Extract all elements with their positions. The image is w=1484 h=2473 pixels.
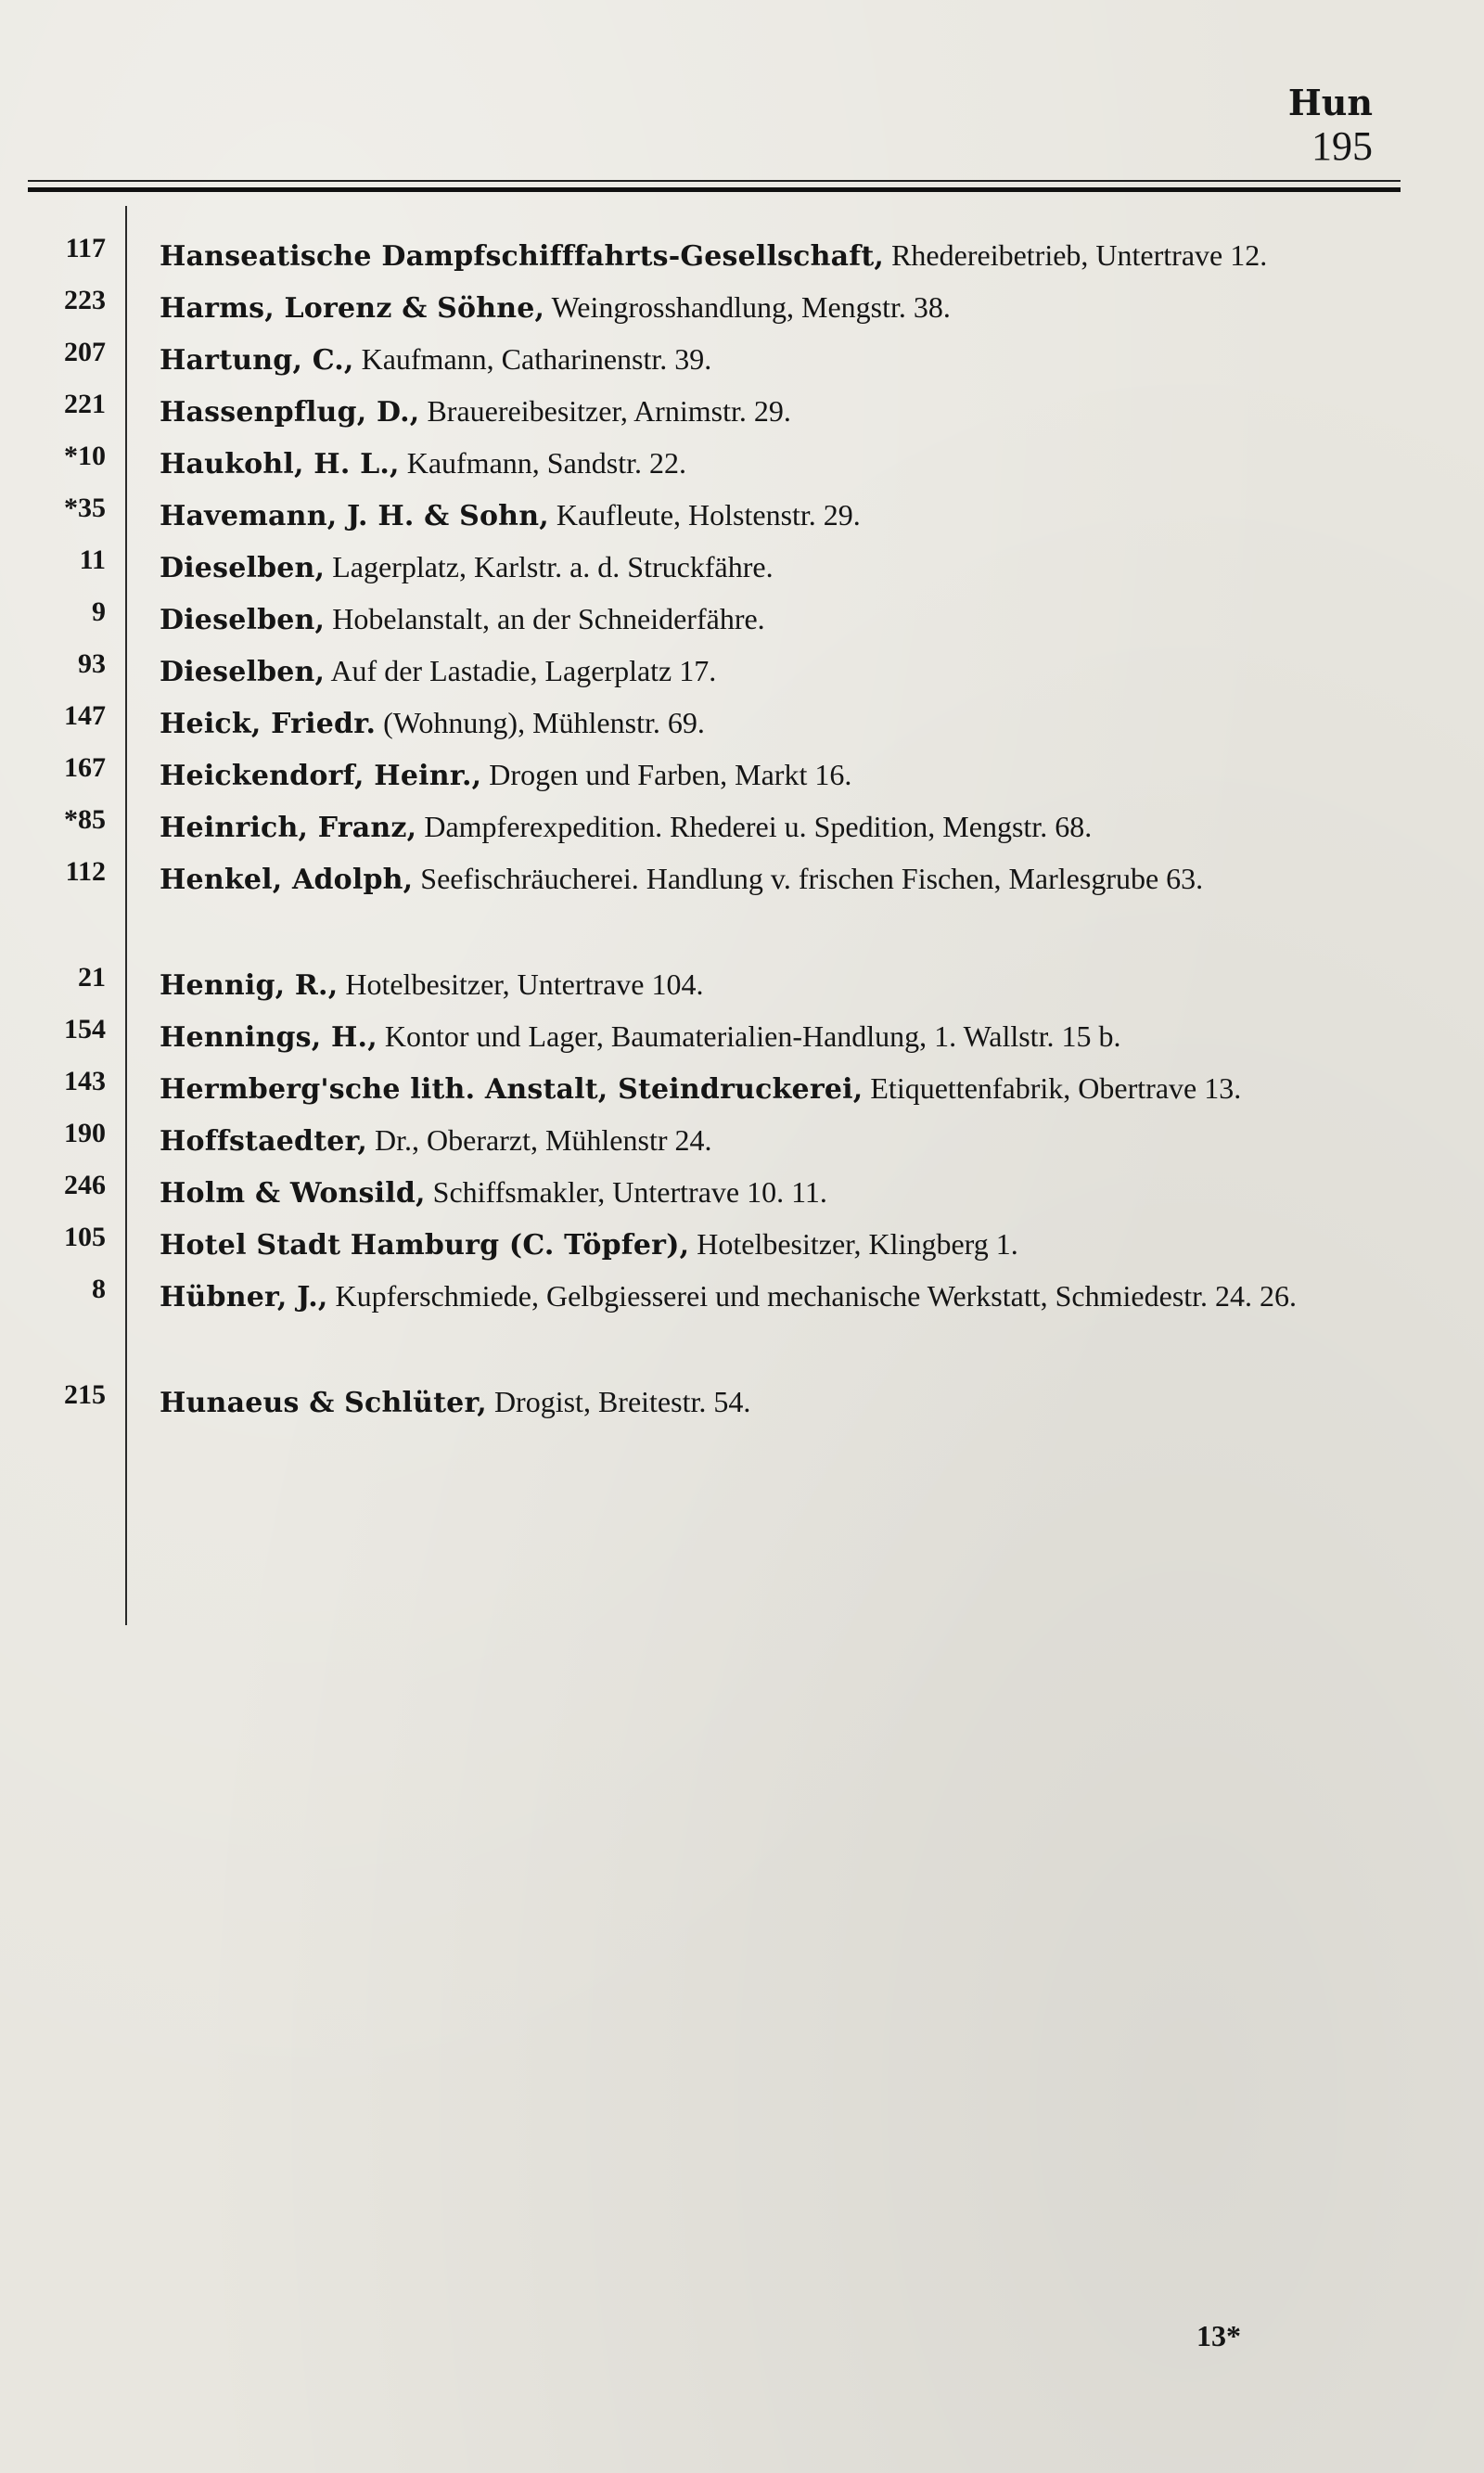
entry-number: 143 — [64, 1066, 106, 1096]
entry-name: Hunaeus & Schlüter, — [160, 1387, 487, 1419]
entry-text — [160, 436, 1419, 492]
list-item — [37, 1165, 1419, 1217]
entry-number: 93 — [78, 648, 106, 679]
entry-text — [160, 748, 1419, 803]
entry-details: Etiquettenfabrik, Obertrave 13. — [863, 1071, 1242, 1105]
entry-name: Hartung, C., — [160, 344, 354, 377]
entry-name: Heickendorf, Heinr., — [160, 760, 482, 792]
entry-details: (Wohnung), Mühlenstr. 69. — [376, 706, 705, 739]
entry-details: Dampferexpedition. Rhederei u. Spedition, Mengstr. 68. — [416, 810, 1093, 843]
entry-name: Harms, Lorenz & Söhne, — [160, 292, 545, 325]
entry-number: 117 — [65, 233, 106, 263]
entry-details: Hotelbesitzer, Klingberg 1. — [689, 1227, 1018, 1261]
entry-number: *85 — [64, 804, 106, 835]
entry-details: Schiffsmakler, Untertrave 10. 11. — [425, 1175, 827, 1209]
entry-text — [160, 332, 1419, 388]
entry-text — [160, 1269, 1419, 1325]
head-word: Hun — [1287, 82, 1373, 123]
entry-name: Haukohl, H. L., — [160, 448, 400, 481]
entry-details: Kaufmann, Catharinenstr. 39. — [353, 342, 712, 376]
entry-text — [160, 540, 1419, 596]
entry-number: 246 — [64, 1170, 106, 1200]
entry-number: 11 — [79, 545, 106, 575]
entry-name: Heick, Friedr. — [160, 708, 377, 740]
list-item — [37, 696, 1419, 748]
entry-number: 9 — [92, 596, 106, 627]
page-number: 195 — [1311, 123, 1373, 169]
entry-details: Lagerplatz, Karlstr. a. d. Struckfähre. — [325, 550, 774, 583]
entry-number: 105 — [64, 1222, 106, 1252]
list-item — [37, 852, 1419, 957]
entry-number: *35 — [64, 493, 106, 523]
entry-number: *10 — [64, 441, 106, 471]
entry-number: 21 — [78, 962, 106, 993]
entry-text — [160, 488, 1419, 544]
entry-name: Hübner, J., — [160, 1281, 328, 1313]
list-item — [37, 1375, 1419, 1427]
list-item — [37, 384, 1419, 436]
list-item — [37, 957, 1419, 1009]
entry-text — [160, 1217, 1419, 1273]
entry-number: 147 — [64, 700, 106, 731]
entry-text — [160, 280, 1419, 336]
entry-number: 190 — [64, 1118, 106, 1148]
list-item — [37, 644, 1419, 696]
entry-name: Henkel, Adolph, — [160, 864, 414, 896]
entry-details: Hobelanstalt, an der Schneiderfähre. — [325, 602, 765, 635]
list-item — [37, 1269, 1419, 1375]
entry-details: Seefischräucherei. Handlung v. frischen Fischen, Marlesgrube 63. — [413, 862, 1204, 895]
list-item — [37, 800, 1419, 852]
list-item — [37, 1113, 1419, 1165]
entry-name: Hermberg'sche lith. Anstalt, Steindruckerei, — [160, 1073, 864, 1106]
entry-number: 112 — [65, 856, 106, 887]
entry-name: Hennig, R., — [160, 969, 339, 1002]
entry-name: Hoffstaedter, — [160, 1125, 368, 1158]
running-head — [1288, 82, 1373, 169]
entry-list — [37, 228, 1419, 1427]
list-item — [37, 1217, 1419, 1269]
entry-details: Drogist, Breitestr. 54. — [486, 1385, 751, 1418]
list-item — [37, 1061, 1419, 1113]
entry-name: Holm & Wonsild, — [160, 1177, 426, 1210]
entry-number: 207 — [64, 337, 106, 367]
entry-text — [160, 957, 1419, 1013]
entry-details: Auf der Lastadie, Lagerplatz 17. — [325, 654, 717, 687]
entry-text — [160, 1375, 1419, 1430]
entry-name: Hanseatische Dampfschifffahrts-Gesellschaft, — [160, 240, 885, 273]
header-rule-thin — [28, 180, 1401, 182]
entry-text — [160, 592, 1419, 647]
entry-details: Kontor und Lager, Baumaterialien-Handlung, 1. Wallstr. 15 b. — [377, 1019, 1121, 1053]
list-item — [37, 540, 1419, 592]
entry-text — [160, 228, 1419, 284]
entry-name: Havemann, J. H. & Sohn, — [160, 500, 549, 532]
entry-number: 167 — [64, 752, 106, 783]
entry-number: 154 — [64, 1014, 106, 1044]
entry-name: Hassenpflug, D., — [160, 396, 420, 429]
list-item — [37, 228, 1419, 280]
entry-text — [160, 1009, 1419, 1065]
entry-details: Drogen und Farben, Markt 16. — [481, 758, 852, 791]
entry-details: Hotelbesitzer, Untertrave 104. — [338, 967, 704, 1001]
entry-name: Dieselben, — [160, 552, 326, 584]
entry-name: Heinrich, Franz, — [160, 812, 417, 844]
entry-name: Dieselben, — [160, 656, 326, 688]
header-rule-thick — [28, 187, 1401, 192]
entry-name: Hotel Stadt Hamburg (C. Töpfer), — [160, 1229, 690, 1262]
entry-number: 223 — [64, 285, 106, 315]
entry-text — [160, 1165, 1419, 1221]
entry-name: Dieselben, — [160, 604, 326, 636]
list-item — [37, 280, 1419, 332]
entry-text — [160, 696, 1419, 751]
entry-details: Kaufleute, Holstenstr. 29. — [548, 498, 861, 532]
entry-number: 215 — [64, 1379, 106, 1410]
entry-details: Weingrosshandlung, Mengstr. 38. — [544, 290, 951, 324]
entry-text — [160, 384, 1419, 440]
signature-mark: 13* — [1196, 2319, 1241, 2352]
entry-details: Kupferschmiede, Gelbgiesserei und mechanische Werkstatt, Schmiedestr. 24. 26. — [327, 1279, 1298, 1313]
list-item — [37, 748, 1419, 800]
entry-text — [160, 800, 1419, 855]
entry-number: 8 — [92, 1274, 106, 1304]
list-item — [37, 592, 1419, 644]
entry-name: Hennings, H., — [160, 1021, 377, 1054]
entry-text — [160, 1113, 1419, 1169]
entry-text — [160, 1061, 1419, 1117]
list-item — [37, 436, 1419, 488]
list-item — [37, 332, 1419, 384]
list-item — [37, 1009, 1419, 1061]
entry-text — [160, 644, 1419, 699]
entry-text — [160, 852, 1419, 907]
entry-details: Kaufmann, Sandstr. 22. — [399, 446, 686, 480]
list-item — [37, 488, 1419, 540]
entry-details: Rhedereibetrieb, Untertrave 12. — [884, 238, 1268, 272]
entry-details: Brauereibesitzer, Arnimstr. 29. — [419, 394, 791, 428]
entry-number: 221 — [64, 389, 106, 419]
entry-details: Dr., Oberarzt, Mühlenstr 24. — [367, 1123, 712, 1157]
